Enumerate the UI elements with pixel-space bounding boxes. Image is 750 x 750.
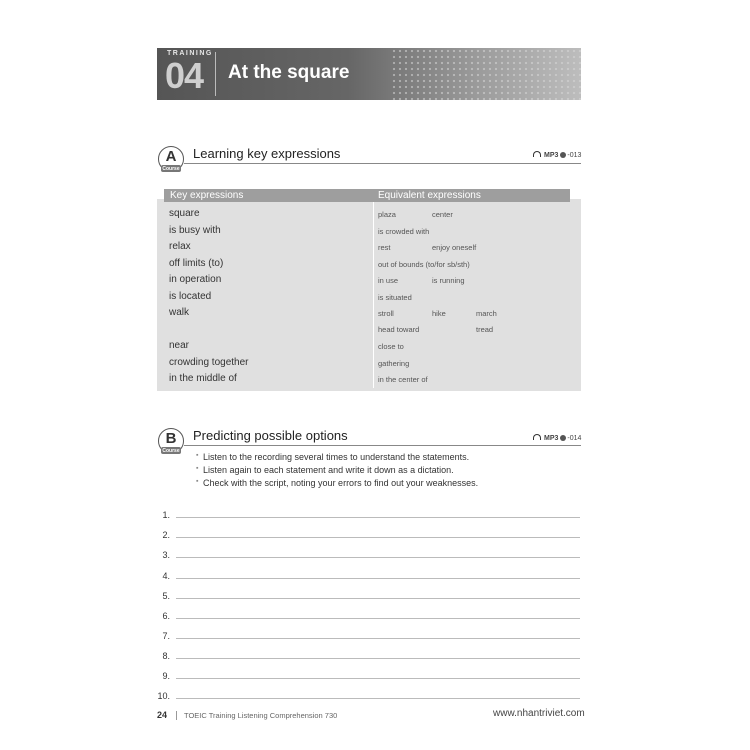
table-column-divider [373, 202, 374, 388]
answer-line[interactable] [176, 598, 580, 599]
footer-separator [176, 711, 177, 720]
training-label: TRAINING [167, 50, 213, 57]
equivalent-expression: in use [378, 276, 399, 285]
answer-line[interactable] [176, 618, 580, 619]
key-expression: crowding together [169, 357, 249, 368]
mp3-track: -013 [567, 152, 582, 159]
banner-divider [215, 52, 216, 96]
section-b-title: Predicting possible options [193, 428, 348, 443]
answer-line[interactable] [176, 578, 580, 579]
headphone-icon [533, 151, 541, 157]
answer-line[interactable] [176, 517, 580, 518]
disc-icon [560, 152, 566, 158]
answer-line-number: 2. [162, 530, 170, 540]
equivalent-expression: march [476, 309, 497, 318]
answer-line-number: 1. [162, 510, 170, 520]
equivalent-expression: enjoy oneself [432, 243, 477, 252]
disc-icon [560, 435, 566, 441]
page-number: 24 [157, 710, 168, 720]
equivalent-expression: in the center of [378, 375, 428, 384]
col-key-header: Key expressions [170, 190, 244, 201]
section-b-letter: B [165, 430, 177, 447]
answer-line[interactable] [176, 698, 580, 699]
answer-line[interactable] [176, 658, 580, 659]
section-b-course-label: Course [162, 448, 180, 454]
answer-line[interactable] [176, 678, 580, 679]
chapter-title: At the square [228, 62, 350, 83]
key-expression: is busy with [169, 225, 221, 236]
col-eq-header: Equivalent expressions [378, 190, 481, 201]
chapter-banner [157, 48, 581, 100]
key-expression: in the middle of [169, 373, 237, 384]
section-b-rule [184, 445, 581, 446]
equivalent-expression: is crowded with [378, 227, 430, 236]
equivalent-expression: stroll [378, 309, 394, 318]
answer-line-number: 10. [157, 691, 170, 701]
banner-dot-pattern [391, 48, 581, 100]
key-expression: near [169, 340, 190, 351]
instruction-bullet: ▪ Listen again to each statement and write it down as a dictation. [203, 465, 454, 475]
mp3-label: MP3 [544, 435, 559, 442]
training-number: 04 [165, 55, 204, 96]
key-expression: walk [169, 307, 190, 318]
headphone-icon [533, 434, 541, 440]
answer-line-number: 9. [162, 671, 170, 681]
answer-line[interactable] [176, 557, 580, 558]
publisher-website: www.nhantriviet.com [493, 708, 585, 719]
equivalent-expression: hike [432, 309, 446, 318]
equivalent-expression: head toward [378, 325, 420, 334]
answer-line[interactable] [176, 537, 580, 538]
section-a-mp3 [533, 151, 581, 159]
equivalent-expression: plaza [378, 210, 396, 219]
answer-line-number: 8. [162, 651, 170, 661]
key-expression: square [169, 208, 200, 219]
section-a-rule [184, 163, 581, 164]
answer-line-number: 7. [162, 631, 170, 641]
mp3-label: MP3 [544, 152, 559, 159]
key-expression: relax [169, 241, 191, 252]
key-expression: is located [169, 291, 212, 302]
section-b-mp3 [533, 434, 581, 442]
equivalent-expression: gathering [378, 359, 410, 368]
equivalent-expression: rest [378, 243, 391, 252]
answer-line-number: 4. [162, 571, 170, 581]
book-title: TOEIC Training Listening Comprehension 730 [184, 711, 338, 720]
equivalent-expression: is running [432, 276, 465, 285]
instruction-bullet: ▪ Check with the script, noting your errors to find out your weaknesses. [203, 478, 478, 488]
equivalent-expression: is situated [378, 293, 412, 302]
answer-line[interactable] [176, 638, 580, 639]
equivalent-expression: close to [378, 342, 404, 351]
answer-line-number: 5. [162, 591, 170, 601]
equivalent-expression: out of bounds (to/for sb/sth) [378, 260, 470, 269]
section-a-course-label: Course [162, 166, 180, 172]
equivalent-expression: tread [476, 325, 494, 334]
key-expression: in operation [169, 274, 222, 285]
equivalent-expression: center [432, 210, 453, 219]
instruction-bullet: ▪ Listen to the recording several times to understand the statements. [203, 452, 469, 462]
mp3-track: -014 [567, 435, 582, 442]
answer-line-number: 6. [162, 611, 170, 621]
section-a-title: Learning key expressions [193, 146, 341, 161]
section-a-letter: A [165, 148, 177, 165]
answer-line-number: 3. [162, 550, 170, 560]
key-expression: off limits (to) [169, 258, 224, 269]
table-header [164, 189, 570, 202]
